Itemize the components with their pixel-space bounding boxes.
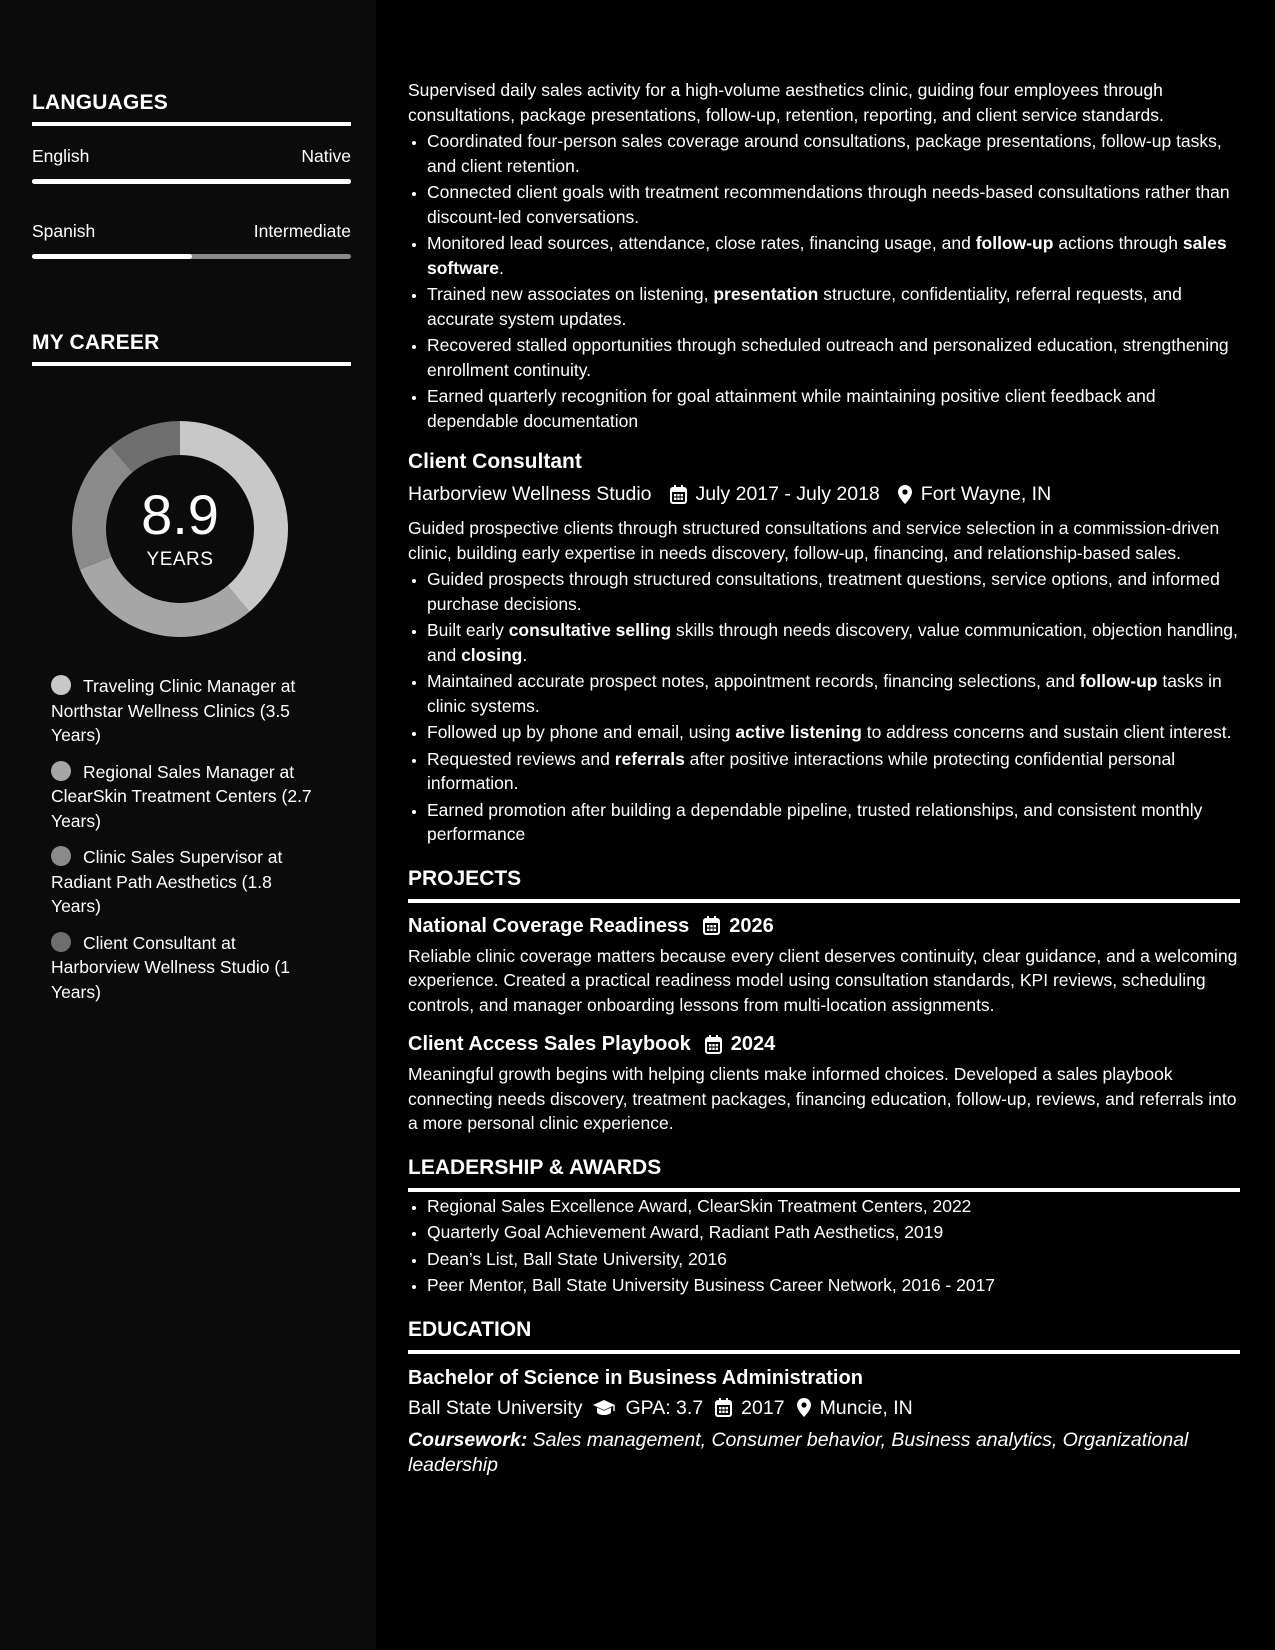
- education-coursework: [408, 1428, 1240, 1478]
- career-legend-item: [51, 931, 321, 1005]
- job-bullets: [408, 129, 1240, 433]
- career-donut-center: [62, 411, 298, 647]
- career-heading: MY CAREER: [32, 331, 351, 366]
- map-pin-icon: [898, 485, 912, 504]
- awards-heading: LEADERSHIP & AWARDS: [408, 1154, 1240, 1192]
- sidebar: [0, 0, 376, 1650]
- coursework-list: Sales management, Consumer behavior, Business analytics, Organizational leadership: [408, 1428, 1189, 1476]
- project-year: 2026: [729, 914, 774, 937]
- language-proficiency-bar: [32, 179, 351, 184]
- job-bullet: • Connected client goals with treatment recommendations through needs-based consultations rather than discount-led conversations.: [427, 180, 1240, 229]
- job-title: Client Consultant: [408, 450, 582, 473]
- job-bullet: • Followed up by phone and email, using active listening to address concerns and sustain client interest.: [427, 720, 1240, 745]
- award-item: • Regional Sales Excellence Award, ClearSkin Treatment Centers, 2022: [427, 1194, 1240, 1219]
- job-meta: [408, 480, 1240, 508]
- language-level: Intermediate: [253, 221, 351, 241]
- education-meta: [408, 1394, 1240, 1422]
- project-description: Meaningful growth begins with helping clients make informed choices. Developed a sales playbook connecting needs discovery, treatment packages, financing education, follow-up, reviews, and referrals into a more personal clinic experience.: [408, 1064, 1237, 1133]
- languages-section: [32, 91, 351, 259]
- calendar-icon: [670, 485, 687, 504]
- language-proficiency-bar: [32, 254, 351, 259]
- language-item: [32, 221, 351, 259]
- education-heading: EDUCATION: [408, 1316, 1240, 1354]
- calendar-icon: [703, 916, 720, 935]
- language-proficiency-fill: [32, 254, 192, 259]
- job-company: Harborview Wellness Studio: [408, 483, 652, 505]
- career-legend-label: Client Consultant at Harborview Wellness Studio (1 Years): [51, 932, 290, 1002]
- job-dates: July 2017 - July 2018: [695, 483, 880, 505]
- language-item: [32, 146, 351, 184]
- education-gpa: GPA: 3.7: [625, 1396, 704, 1419]
- career-total-unit: YEARS: [146, 549, 214, 570]
- career-donut-chart: [62, 411, 298, 647]
- project-item: [408, 912, 1240, 1018]
- job-bullet: • Trained new associates on listening, presentation structure, confidentiality, referral requests, and accurate system updates.: [427, 282, 1240, 331]
- job-bullet: • Maintained accurate prospect notes, appointment records, financing selections, and follow-up tasks in clinic systems.: [427, 669, 1240, 718]
- career-legend: [51, 674, 321, 1016]
- award-item: • Quarterly Goal Achievement Award, Radiant Path Aesthetics, 2019: [427, 1220, 1240, 1245]
- job-summary: Guided prospective clients through structured consultations and service selection in a commission-driven clinic, building early expertise in needs discovery, follow-up, financing, and relationship-based sales.: [408, 518, 1220, 563]
- job-bullet: • Requested reviews and referrals after positive interactions while protecting confidential personal information.: [427, 747, 1240, 796]
- job-bullet: • Monitored lead sources, attendance, close rates, financing usage, and follow-up actions through sales software.: [427, 231, 1240, 280]
- job-bullets: [408, 567, 1240, 847]
- job-bullet: • Built early consultative selling skills through needs discovery, value communication, objection handling, and closing.: [427, 618, 1240, 667]
- language-name: English: [32, 146, 90, 166]
- legend-dot: [51, 675, 71, 695]
- project-title: Client Access Sales Playbook: [408, 1033, 691, 1055]
- project-header: [408, 912, 1240, 940]
- project-header: [408, 1030, 1240, 1058]
- job-summary: Supervised daily sales activity for a high-volume aesthetics clinic, guiding four employees through consultations, package presentations, follow-up, retention, reporting, and client service standards.: [408, 80, 1164, 125]
- award-item: • Peer Mentor, Ball State University Business Career Network, 2016 - 2017: [427, 1273, 1240, 1298]
- coursework-label: Coursework:: [408, 1428, 528, 1451]
- career-legend-item: [51, 674, 321, 748]
- project-title: National Coverage Readiness: [408, 914, 690, 937]
- calendar-icon: [705, 1035, 722, 1054]
- career-legend-item: [51, 845, 321, 919]
- career-total-value: 8.9: [141, 483, 219, 546]
- legend-dot: [51, 846, 71, 866]
- job-bullet: • Earned promotion after building a dependable pipeline, trusted relationships, and consistent monthly performance: [427, 798, 1240, 847]
- legend-dot: [51, 932, 71, 952]
- language-level: Native: [301, 146, 351, 166]
- project-item: [408, 1030, 1240, 1136]
- career-legend-label: Regional Sales Manager at ClearSkin Treatment Centers (2.7 Years): [51, 761, 312, 831]
- awards-list: [408, 1194, 1240, 1298]
- legend-dot: [51, 761, 71, 781]
- job-bullet: • Earned quarterly recognition for goal attainment while maintaining positive client feedback and dependable documentation: [427, 384, 1240, 433]
- languages-heading: LANGUAGES: [32, 91, 351, 126]
- job-bullet: • Guided prospects through structured consultations, treatment questions, service options, and informed purchase decisions.: [427, 567, 1240, 616]
- award-item: • Dean’s List, Ball State University, 2016: [427, 1247, 1240, 1272]
- job-location: Fort Wayne, IN: [920, 483, 1052, 505]
- career-section: [32, 331, 351, 366]
- project-year: 2024: [730, 1033, 776, 1055]
- education-degree: Bachelor of Science in Business Administration: [408, 1366, 863, 1389]
- language-name: Spanish: [32, 221, 96, 241]
- main-content: [408, 78, 1240, 1478]
- education-year: 2017: [741, 1396, 785, 1419]
- education-location: Muncie, IN: [819, 1396, 913, 1419]
- job-bullet: • Recovered stalled opportunities through scheduled outreach and personalized education, strengthening enrollment continuity.: [427, 333, 1240, 382]
- calendar-icon: [715, 1398, 732, 1417]
- job-bullet: • Coordinated four-person sales coverage around consultations, package presentations, follow-up tasks, and client retention.: [427, 129, 1240, 178]
- project-description: Reliable clinic coverage matters because every client deserves continuity, clear guidance, and a welcoming experience. Created a practical readiness model using consultation standards, KPI reviews, scheduling controls, and manager onboarding lessons from multi-location assignments.: [408, 945, 1238, 1015]
- projects-heading: PROJECTS: [408, 865, 1240, 903]
- career-legend-item: [51, 760, 321, 834]
- map-pin-icon: [797, 1398, 811, 1417]
- career-legend-label: Clinic Sales Supervisor at Radiant Path Aesthetics (1.8 Years): [51, 847, 283, 916]
- career-legend-label: Traveling Clinic Manager at Northstar Wellness Clinics (3.5 Years): [51, 676, 296, 745]
- language-proficiency-fill: [32, 179, 351, 184]
- graduation-cap-icon: [592, 1399, 616, 1416]
- education-school: Ball State University: [408, 1396, 583, 1419]
